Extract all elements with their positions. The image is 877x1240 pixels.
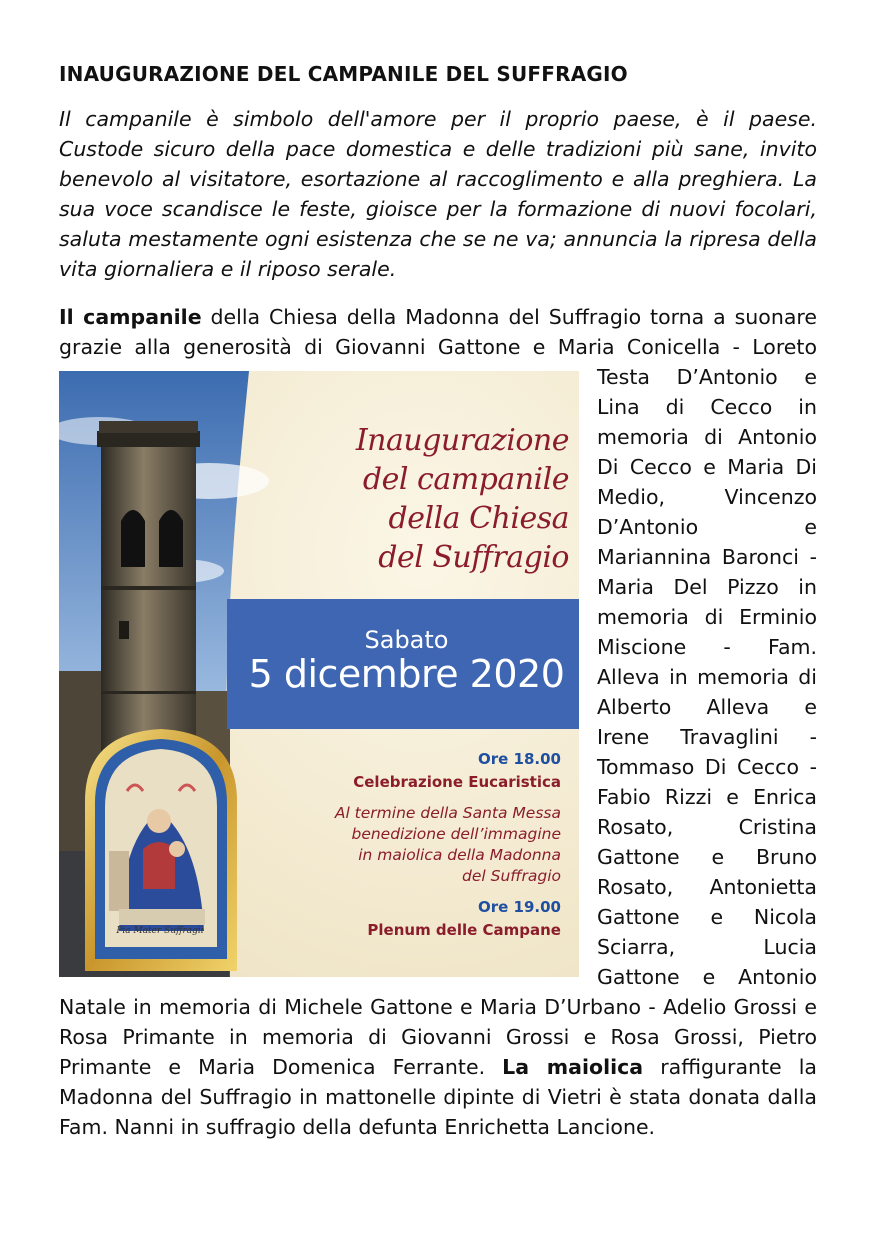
flyer-heading-line: del campanile xyxy=(362,462,569,497)
body-paragraph xyxy=(59,302,817,1142)
lead-bold-text: Il campanile xyxy=(59,305,202,329)
intro-paragraph: Il campanile è simbolo dell'amore per il proprio paese, è il paese. Custode sicuro della pace domestica e delle tradizioni più sane, invito benevolo al visitatore, esortazione al raccoglimento e alla preghiera. La sua voce scandisce le feste, gioisce per la formazione di nuovi focolari, saluta mestamente ogni esistenza che se ne va; annuncia la ripresa della vita giornaliera e il riposo serale. xyxy=(59,107,817,281)
event-1-text: Celebrazione Eucaristica xyxy=(353,773,561,791)
body-text-2: raffigurante la Madonna del Suffragio in mattonelle dipinte di Vietri è stata donata dalla Fam. Nanni in suffragio della defunta Enrichetta Lancione. xyxy=(59,1055,817,1139)
flyer-event-2 xyxy=(309,920,561,941)
flyer-time-2 xyxy=(309,897,561,918)
flyer-note xyxy=(309,803,561,887)
flyer-heading-line: Inaugurazione xyxy=(355,423,569,458)
flyer-time-1 xyxy=(309,749,561,770)
flyer-event-1 xyxy=(309,772,561,793)
flyer-note-line: del Suffragio xyxy=(462,867,561,885)
document-page xyxy=(59,58,817,1142)
time-2-text: Ore 19.00 xyxy=(478,898,561,916)
flyer-date: 5 dicembre 2020 xyxy=(248,652,565,696)
plaque-label: Pia Mater Suffragii xyxy=(116,926,204,936)
document-title: INAUGURAZIONE DEL CAMPANILE DEL SUFFRAGIO xyxy=(59,62,628,86)
flyer-day: Sabato xyxy=(364,626,449,654)
event-2-text: Plenum delle Campane xyxy=(367,921,561,939)
flyer-heading-line: della Chiesa xyxy=(388,501,569,536)
event-flyer-image xyxy=(59,371,579,977)
flyer-heading-line: del Suffragio xyxy=(378,540,569,575)
time-1-text: Ore 18.00 xyxy=(478,750,561,768)
flyer-note-line: in maiolica della Madonna xyxy=(358,846,561,864)
body-text-1 xyxy=(59,305,817,1079)
body-text-1b: Conicella - Loreto Testa D’Antonio e Lina di Cecco in memoria di Antonio Di Cecco e Maria Di Medio, Vincenzo D’Antonio e Mariannina Baronci - Maria Del Pizzo in memoria di Erminio Miscione - Fam. Alleva in memoria di Alberto Alleva e Irene Travaglini - Tommaso Di Cecco - Fabio Rizzi e Enrica Rosato, Cristina Gattone e Bruno Rosato, Antonietta Gattone e Nicola Sciarra, Lucia Gattone e Antonio Natale in memoria di Michele Gattone e Maria D’Urbano - Adelio Grossi e Rosa Primante in memoria di Giovanni Grossi e Rosa Grossi, Pietro Primante e Maria Domenica Ferrante. xyxy=(59,335,817,1079)
maiolica-bold-text: La maiolica xyxy=(502,1055,644,1079)
flyer-heading xyxy=(344,421,569,577)
flyer-note-line: Al termine della Santa Messa xyxy=(334,804,561,822)
body-text-1a: della Chiesa della Madonna del Suffragio torna a suonare grazie alla generosità di Giovanni Gattone e Maria xyxy=(59,305,817,359)
flyer-note-line: benedizione dell’immagine xyxy=(351,825,561,843)
